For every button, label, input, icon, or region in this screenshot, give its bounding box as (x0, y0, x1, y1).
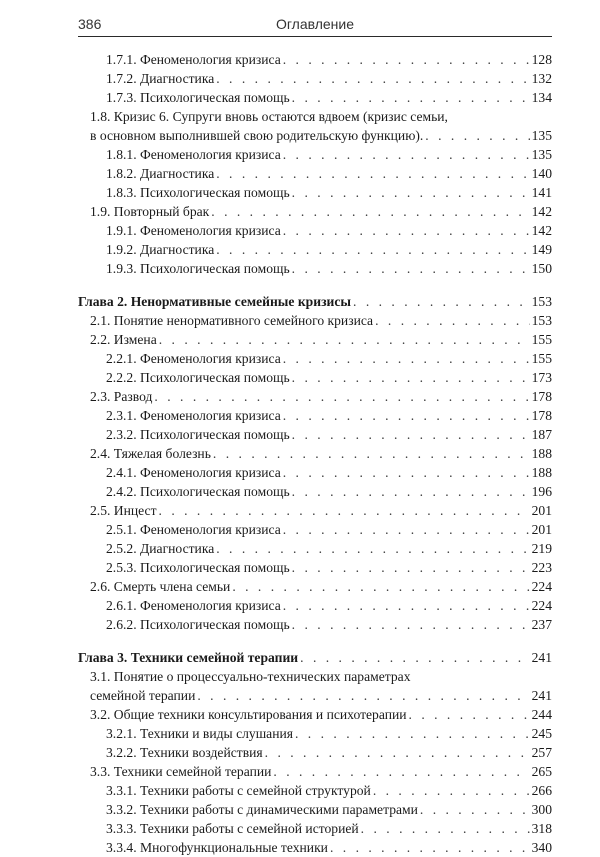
running-header (78, 14, 552, 37)
toc-page-number: 241 (531, 688, 552, 703)
toc-entry-number: 2.6. (90, 579, 111, 594)
toc-entry-title: Психологическая помощь (140, 370, 290, 385)
dot-leader (213, 444, 530, 463)
dot-leader (283, 50, 530, 69)
toc-entry-number: 2.4. (90, 446, 111, 461)
toc-entry[interactable] (78, 577, 552, 596)
dot-leader (265, 743, 530, 762)
toc-page-number: 134 (531, 90, 552, 105)
toc-entry[interactable] (78, 126, 552, 145)
toc-entry-title: Психологическая помощь (140, 185, 290, 200)
toc-page-number: 257 (531, 745, 552, 760)
toc-page-number: 265 (531, 764, 552, 779)
toc-entry[interactable] (78, 202, 552, 221)
toc-entry-title: Измена (113, 332, 157, 347)
toc-entry-label (106, 259, 290, 278)
toc-entry-title: Техники воздействия (140, 745, 263, 760)
toc-page-number: 135 (531, 147, 552, 162)
toc-entry[interactable] (78, 221, 552, 240)
toc-entry-number: 2.4.2. (106, 484, 137, 499)
dot-leader (420, 800, 530, 819)
dot-leader (283, 596, 530, 615)
toc-page-number: 155 (531, 351, 552, 366)
toc-entry[interactable] (78, 501, 552, 520)
toc-entry-number: 1.8.1. (106, 147, 137, 162)
toc-entry-label (106, 349, 281, 368)
toc-page-number: 155 (531, 332, 552, 347)
toc-entry-title: Феноменология кризиса (140, 465, 281, 480)
toc-page-number: 201 (531, 503, 552, 518)
toc-entry-number: 3.2.2. (106, 745, 137, 760)
toc-page-number: 237 (531, 617, 552, 632)
dot-leader (159, 330, 530, 349)
toc-entry[interactable] (78, 781, 552, 800)
dot-leader (425, 126, 529, 145)
toc-page-number: 132 (531, 71, 552, 86)
toc-entry-label (106, 221, 281, 240)
toc-entry[interactable] (78, 425, 552, 444)
dot-leader (232, 577, 529, 596)
dot-leader (292, 368, 530, 387)
toc-entry-title: Общие техники консультирования и психотерапии (113, 707, 407, 722)
dot-leader (292, 482, 530, 501)
toc-entry-label (106, 69, 214, 88)
toc-entry-number: 1.8. (90, 109, 111, 124)
dot-leader (373, 781, 530, 800)
toc-entry[interactable] (78, 311, 552, 330)
toc-page-number: 219 (531, 541, 552, 556)
toc-entry[interactable] (78, 240, 552, 259)
dot-leader (283, 145, 530, 164)
toc-page-number: 142 (531, 204, 552, 219)
section-gap (78, 278, 552, 292)
toc-entry-number: 3.3. (90, 764, 111, 779)
toc-entry-label (106, 240, 214, 259)
toc-page-number: 244 (531, 707, 552, 722)
toc-entry-title: Феноменология кризиса (140, 598, 281, 613)
toc-entry[interactable] (78, 762, 552, 781)
toc-entry-label (106, 838, 328, 857)
toc-entry-label (106, 743, 263, 762)
toc-entry-number: 1.9. (90, 204, 111, 219)
toc-page-number: 224 (531, 598, 552, 613)
toc-entry-title: Техники работы с семейной структурой (140, 783, 371, 798)
toc-entry-title: Развод (113, 389, 153, 404)
toc-entry-title: Психологическая помощь (140, 90, 290, 105)
toc-entry[interactable] (78, 838, 552, 857)
toc-entry[interactable] (78, 69, 552, 88)
toc-chapter-entry[interactable] (78, 648, 552, 667)
toc-entry-title: Тяжелая болезнь (113, 446, 211, 461)
toc-entry[interactable] (78, 596, 552, 615)
dot-leader (283, 406, 530, 425)
dot-leader (211, 202, 529, 221)
toc-entry[interactable] (78, 615, 552, 634)
toc-entry-title: Феноменология кризиса (140, 147, 281, 162)
toc-entry-title: Психологическая помощь (140, 261, 290, 276)
toc-entry-number: 1.7.2. (106, 71, 137, 86)
toc-entry-number: 3.3.2. (106, 802, 137, 817)
toc-page-number: 224 (531, 579, 552, 594)
toc-page-number: 173 (531, 370, 552, 385)
dot-leader (292, 259, 530, 278)
toc-page-number: 188 (531, 446, 552, 461)
toc-entry-number: 2.6.2. (106, 617, 137, 632)
toc-entry-number: 1.7.1. (106, 52, 137, 67)
toc-entry-label (90, 762, 271, 781)
toc-entry-title: Смерть члена семьи (113, 579, 231, 594)
toc-entry[interactable] (78, 406, 552, 425)
toc-entry-line (78, 107, 552, 126)
toc-entry-label (106, 724, 293, 743)
toc-entry[interactable] (78, 819, 552, 838)
toc-page-number: 149 (531, 242, 552, 257)
toc-entry-number: Глава 2. (78, 294, 128, 309)
dot-leader (216, 539, 529, 558)
toc-entry-title: семейной терапии (90, 688, 196, 703)
dot-leader (300, 648, 529, 667)
toc-entry-label (90, 501, 157, 520)
dot-leader (330, 838, 530, 857)
dot-leader (283, 463, 530, 482)
toc-page-number: 187 (531, 427, 552, 442)
toc-entry[interactable] (78, 368, 552, 387)
toc-entry-title: Диагностика (140, 242, 215, 257)
toc-page-number: 178 (531, 389, 552, 404)
toc-entry-label (106, 596, 281, 615)
toc-entry-label (106, 463, 281, 482)
toc-entry-number: 3.1. (90, 669, 111, 684)
dot-leader (292, 183, 530, 202)
dot-leader (159, 501, 530, 520)
toc-entry-title: Инцест (113, 503, 157, 518)
toc-entry-title: Диагностика (140, 541, 215, 556)
toc-entry-label (90, 577, 230, 596)
dot-leader (292, 425, 530, 444)
toc-entry-title: Повторный брак (113, 204, 210, 219)
toc-entry-label (106, 615, 290, 634)
dot-leader (292, 615, 530, 634)
toc-entry-label (90, 444, 211, 463)
toc-entry-label (106, 819, 359, 838)
toc-entry[interactable] (78, 444, 552, 463)
toc-entry-label (106, 183, 290, 202)
toc-page-number: 150 (531, 261, 552, 276)
toc-entry-label (106, 482, 290, 501)
dot-leader (273, 762, 529, 781)
toc-entry-label (106, 800, 418, 819)
toc-entry-label (106, 558, 290, 577)
toc-entry-title: Техники работы с семейной историей (140, 821, 359, 836)
toc-entry-label (106, 368, 290, 387)
toc-entry[interactable] (78, 463, 552, 482)
toc-entry-number: 3.3.4. (106, 840, 137, 855)
toc-entry-title: в основном выполнившей свою родительскую функцию). (90, 128, 424, 143)
toc-entry-title: Техники семейной терапии (130, 650, 299, 665)
toc-entry-number: 1.9.1. (106, 223, 137, 238)
toc-entry-label (106, 539, 214, 558)
dot-leader (216, 240, 529, 259)
toc-entry[interactable] (78, 88, 552, 107)
toc-entry-title: Кризис 6. Супруги вновь остаются вдвоем (кризис семьи, (113, 109, 448, 124)
toc-entry-label (106, 425, 290, 444)
dot-leader (292, 558, 530, 577)
toc-page-number: 241 (531, 650, 552, 665)
toc-page-number: 128 (531, 52, 552, 67)
toc-entry-number: 2.4.1. (106, 465, 137, 480)
toc-entry-title: Психологическая помощь (140, 560, 290, 575)
toc-entry-title: Психологическая помощь (140, 427, 290, 442)
toc-page-number: 142 (531, 223, 552, 238)
toc-entry[interactable] (78, 387, 552, 406)
dot-leader (216, 164, 529, 183)
toc-entry-number: 2.5.2. (106, 541, 137, 556)
toc-entry-title: Феноменология кризиса (140, 223, 281, 238)
toc-entry[interactable] (78, 259, 552, 278)
toc-entry-label (106, 164, 214, 183)
toc-entry-title: Многофункциональные техники (140, 840, 328, 855)
toc-entry-title: Диагностика (140, 166, 215, 181)
toc-entry-number: 1.8.2. (106, 166, 137, 181)
toc-entry[interactable] (78, 50, 552, 69)
toc-entry-label (90, 311, 373, 330)
toc-entry-title: Феноменология кризиса (140, 52, 281, 67)
toc-entry-number: 3.3.1. (106, 783, 137, 798)
toc-entry[interactable] (78, 724, 552, 743)
toc-entry-title: Понятие о процессуально-технических параметрах (113, 669, 411, 684)
toc-entry-number: 1.7.3. (106, 90, 137, 105)
toc-entry-number: 2.3.1. (106, 408, 137, 423)
toc-page-number: 178 (531, 408, 552, 423)
toc-entry-line (78, 667, 552, 686)
toc-entry[interactable] (78, 349, 552, 368)
toc-page-number: 153 (531, 313, 552, 328)
toc-entry-title: Диагностика (140, 71, 215, 86)
toc-entry-number: 3.3.3. (106, 821, 137, 836)
toc-entry[interactable] (78, 705, 552, 724)
dot-leader (361, 819, 530, 838)
toc-entry-label (106, 50, 281, 69)
dot-leader (283, 221, 530, 240)
table-of-contents (78, 50, 552, 857)
toc-entry[interactable] (78, 330, 552, 349)
dot-leader (295, 724, 530, 743)
toc-entry-label (78, 292, 351, 311)
toc-page-number: 153 (531, 294, 552, 309)
toc-entry-label (90, 387, 152, 406)
toc-entry-number: 3.2.1. (106, 726, 137, 741)
toc-chapter-entry[interactable] (78, 292, 552, 311)
toc-page-number: 266 (531, 783, 552, 798)
toc-page-number: 223 (531, 560, 552, 575)
toc-entry-number: 2.5. (90, 503, 111, 518)
toc-entry-title: Феноменология кризиса (140, 408, 281, 423)
toc-entry[interactable] (78, 164, 552, 183)
toc-entry-number: 2.2.1. (106, 351, 137, 366)
toc-entry-label (106, 145, 281, 164)
toc-entry-number: 2.5.1. (106, 522, 137, 537)
toc-entry[interactable] (78, 482, 552, 501)
toc-entry-label (106, 520, 281, 539)
toc-entry-label (106, 88, 290, 107)
toc-entry[interactable] (78, 145, 552, 164)
toc-entry-label (78, 648, 298, 667)
dot-leader (283, 520, 530, 539)
toc-entry-title: Техники семейной терапии (113, 764, 272, 779)
dot-leader (197, 686, 529, 705)
toc-entry-title: Феноменология кризиса (140, 351, 281, 366)
toc-entry-number: 2.3.2. (106, 427, 137, 442)
dot-leader (409, 705, 530, 724)
toc-page-number: 300 (531, 802, 552, 817)
toc-entry-title: Психологическая помощь (140, 484, 290, 499)
dot-leader (283, 349, 530, 368)
toc-entry-title: Психологическая помощь (140, 617, 290, 632)
toc-entry-title: Техники работы с динамическими параметрами (140, 802, 418, 817)
dot-leader (154, 387, 529, 406)
toc-entry-number: 2.3. (90, 389, 111, 404)
toc-entry-number: 1.9.3. (106, 261, 137, 276)
toc-entry-label (90, 330, 157, 349)
toc-page-number: 201 (531, 522, 552, 537)
dot-leader (375, 311, 530, 330)
dot-leader (216, 69, 529, 88)
dot-leader (292, 88, 530, 107)
toc-page-number: 140 (531, 166, 552, 181)
toc-entry[interactable] (78, 183, 552, 202)
toc-page-number: 135 (531, 128, 552, 143)
toc-entry-title: Понятие ненормативного семейного кризиса (113, 313, 374, 328)
toc-entry-number: 1.8.3. (106, 185, 137, 200)
toc-entry[interactable] (78, 686, 552, 705)
toc-entry[interactable] (78, 743, 552, 762)
toc-entry-title: Феноменология кризиса (140, 522, 281, 537)
toc-page-number: 245 (531, 726, 552, 741)
toc-page-number: 196 (531, 484, 552, 499)
toc-entry-label (90, 202, 209, 221)
toc-entry-number: 2.2. (90, 332, 111, 347)
toc-entry-label (106, 406, 281, 425)
toc-entry-number: Глава 3. (78, 650, 128, 665)
toc-entry-number: 2.2.2. (106, 370, 137, 385)
toc-entry[interactable] (78, 558, 552, 577)
toc-page-number: 340 (531, 840, 552, 855)
toc-entry-title: Ненормативные семейные кризисы (130, 294, 352, 309)
page-number: 386 (78, 16, 102, 32)
toc-entry-title: Техники и виды слушания (140, 726, 293, 741)
toc-entry[interactable] (78, 800, 552, 819)
section-gap (78, 634, 552, 648)
toc-entry-number: 2.1. (90, 313, 111, 328)
page-title: Оглавление (275, 16, 355, 32)
toc-entry-label (90, 705, 407, 724)
toc-entry-number: 2.5.3. (106, 560, 137, 575)
dot-leader (353, 292, 530, 311)
toc-entry-label (106, 781, 371, 800)
toc-entry[interactable] (78, 520, 552, 539)
toc-page-number: 188 (531, 465, 552, 480)
toc-entry-number: 3.2. (90, 707, 111, 722)
toc-page-number: 141 (531, 185, 552, 200)
toc-entry[interactable] (78, 539, 552, 558)
toc-entry-number: 2.6.1. (106, 598, 137, 613)
toc-page-number: 318 (531, 821, 552, 836)
toc-entry-number: 1.9.2. (106, 242, 137, 257)
